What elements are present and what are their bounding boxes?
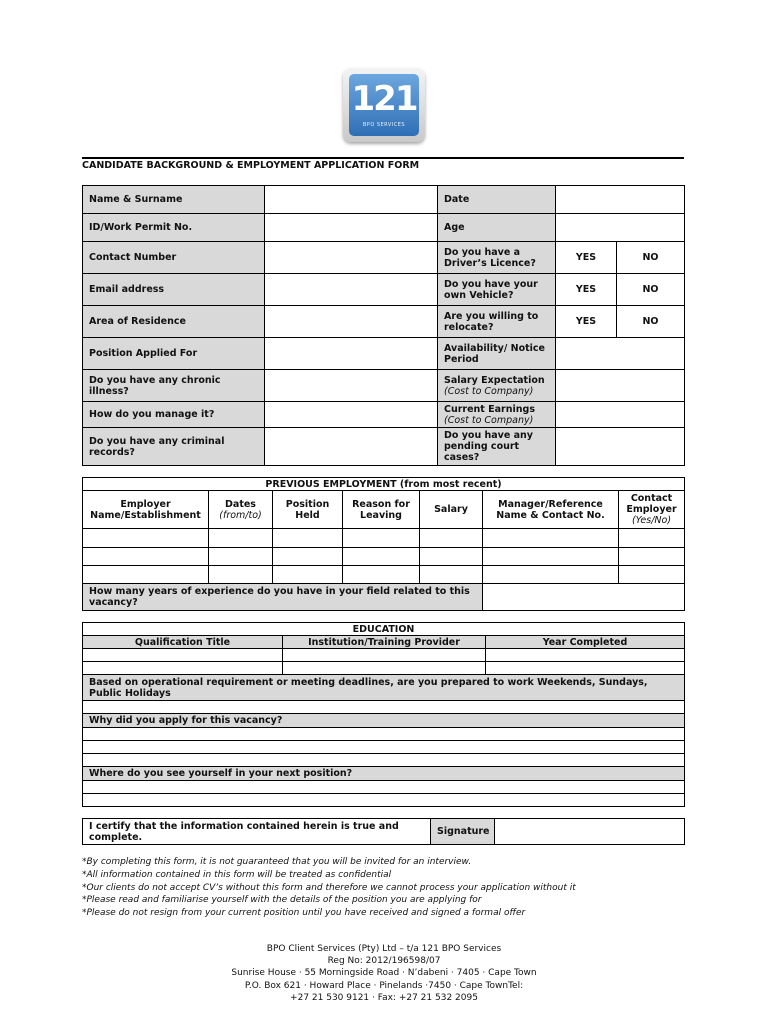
label-relocate: Are you willing to relocate?	[438, 306, 556, 338]
cell-input[interactable]	[209, 548, 273, 566]
relocate-yes-option[interactable]: YES	[556, 306, 617, 338]
note-line: *Please read and familiarise yourself with the details of the position you are applying for	[82, 895, 482, 906]
salary-expectation-text: Salary Expectation	[444, 374, 545, 386]
col-dates	[209, 491, 273, 529]
vehicle-yes-option[interactable]: YES	[556, 274, 617, 306]
cell-input[interactable]	[83, 548, 209, 566]
licence-yes-option[interactable]: YES	[556, 242, 617, 274]
company-logo	[343, 68, 425, 142]
col-year: Year Completed	[486, 636, 685, 649]
label-name: Name & Surname	[83, 186, 265, 214]
footer-reg: Reg No: 2012/196598/07	[327, 956, 441, 967]
input-id[interactable]	[265, 214, 438, 242]
where-question: Where do you see yourself in your next position?	[83, 767, 685, 781]
cell-input[interactable]	[273, 529, 343, 548]
col-qualification: Qualification Title	[83, 636, 283, 649]
footer-phone: +27 21 530 9121 · Fax: +27 21 532 2095	[290, 992, 478, 1003]
employment-heading: PREVIOUS EMPLOYMENT (from most recent)	[83, 478, 685, 491]
label-email: Email address	[83, 274, 265, 306]
label-availability: Availability/ Notice Period	[438, 338, 556, 370]
cell-input[interactable]	[273, 548, 343, 566]
why-answer-line[interactable]	[83, 728, 685, 741]
note-line: *Our clients do not accept CV’s without this form and therefore we cannot process your application without it	[82, 882, 576, 893]
cell-input[interactable]	[343, 566, 420, 584]
cell-input[interactable]	[209, 566, 273, 584]
salary-ctc-note: (Cost to Company)	[444, 385, 534, 397]
cell-input[interactable]	[420, 566, 483, 584]
why-question: Why did you apply for this vacancy?	[83, 714, 685, 728]
cell-input[interactable]	[486, 662, 685, 675]
cell-input[interactable]	[420, 548, 483, 566]
footer-company: BPO Client Services (Pty) Ltd – t/a 121 BPO Services	[266, 944, 502, 954]
input-name[interactable]	[265, 186, 438, 214]
input-current-earnings[interactable]	[556, 402, 685, 428]
label-salary-expectation	[438, 370, 556, 402]
form-title: CANDIDATE BACKGROUND & EMPLOYMENT APPLICATION FORM	[82, 160, 420, 171]
input-email[interactable]	[265, 274, 438, 306]
col-dates-label: Dates	[225, 498, 256, 510]
col-salary: Salary	[420, 491, 483, 529]
col-institution: Institution/Training Provider	[283, 636, 486, 649]
certify-text: I certify that the information contained herein is true and complete.	[83, 819, 431, 845]
cell-input[interactable]	[283, 649, 486, 662]
label-age: Age	[438, 214, 556, 242]
col-manager: Manager/Reference Name & Contact No.	[483, 491, 619, 529]
cell-input[interactable]	[343, 529, 420, 548]
cell-input[interactable]	[483, 529, 619, 548]
label-date: Date	[438, 186, 556, 214]
table-row	[83, 566, 685, 584]
table-row	[83, 662, 685, 675]
label-position: Position Applied For	[83, 338, 265, 370]
weekends-question: Based on operational requirement or meeting deadlines, are you prepared to work Weekends, Sundays, Public Holidays	[83, 675, 685, 701]
table-row	[83, 649, 685, 662]
col-contact-sub: (Yes/No)	[631, 515, 672, 526]
label-illness: Do you have any chronic illness?	[83, 370, 265, 402]
input-illness[interactable]	[265, 370, 438, 402]
cell-input[interactable]	[343, 548, 420, 566]
label-residence: Area of Residence	[83, 306, 265, 338]
cell-input[interactable]	[283, 662, 486, 675]
cell-input[interactable]	[619, 548, 685, 566]
label-vehicle: Do you have your own Vehicle?	[438, 274, 556, 306]
cell-input[interactable]	[619, 566, 685, 584]
input-court[interactable]	[556, 428, 685, 466]
input-salary-expectation[interactable]	[556, 370, 685, 402]
input-age[interactable]	[556, 214, 685, 242]
footer-address: Sunrise House · 55 Morningside Road · N’dabeni · 7405 · Cape Town	[231, 968, 537, 979]
footer-postal: P.O. Box 621 · Howard Place · Pinelands ·7450 · Cape TownTel:	[244, 980, 524, 991]
where-answer-line[interactable]	[83, 794, 685, 807]
col-contact-label: Contact Employer	[626, 493, 677, 515]
note-line: *Please do not resign from your current position until you have received and signed a formal offer	[82, 908, 526, 919]
cell-input[interactable]	[420, 529, 483, 548]
logo-badge	[349, 74, 419, 136]
certify-table	[82, 818, 685, 845]
table-row	[83, 529, 685, 548]
experience-question: How many years of experience do you have in your field related to this vacancy?	[83, 584, 483, 611]
input-date[interactable]	[556, 186, 685, 214]
input-contact[interactable]	[265, 242, 438, 274]
col-reason: Reason for Leaving	[343, 491, 420, 529]
personal-details-table	[82, 185, 685, 466]
signature-input[interactable]	[495, 819, 685, 845]
input-manage[interactable]	[265, 402, 438, 428]
col-employer: Employer Name/Establishment	[83, 491, 209, 529]
where-answer-line[interactable]	[83, 781, 685, 794]
label-id: ID/Work Permit No.	[83, 214, 265, 242]
why-answer-line[interactable]	[83, 741, 685, 754]
earnings-ctc-note: (Cost to Company)	[444, 414, 534, 426]
education-heading: EDUCATION	[83, 623, 685, 636]
licence-no-option[interactable]: NO	[617, 242, 685, 274]
cell-input[interactable]	[83, 662, 283, 675]
education-table	[82, 622, 685, 807]
relocate-no-option[interactable]: NO	[617, 306, 685, 338]
cell-input[interactable]	[486, 649, 685, 662]
label-criminal: Do you have any criminal records?	[83, 428, 265, 466]
input-availability[interactable]	[556, 338, 685, 370]
label-court: Do you have any pending court cases?	[438, 428, 556, 466]
cell-input[interactable]	[619, 529, 685, 548]
col-dates-sub: (from/to)	[219, 509, 262, 521]
logo-subtitle: BPO SERVICES	[362, 122, 406, 128]
cell-input[interactable]	[273, 566, 343, 584]
weekends-answer[interactable]	[83, 701, 685, 714]
note-line: *By completing this form, it is not guaranteed that you will be invited for an interview.	[82, 857, 472, 867]
cell-input[interactable]	[83, 649, 283, 662]
signature-label: Signature	[431, 819, 495, 845]
label-licence: Do you have a Driver’s Licence?	[438, 242, 556, 274]
employment-table	[82, 477, 685, 611]
col-contact	[619, 491, 685, 529]
label-manage: How do you manage it?	[83, 402, 265, 428]
cell-input[interactable]	[483, 566, 619, 584]
input-residence[interactable]	[265, 306, 438, 338]
input-criminal[interactable]	[265, 428, 438, 466]
cell-input[interactable]	[83, 529, 209, 548]
footer	[0, 943, 768, 1004]
current-earnings-text: Current Earnings	[444, 403, 535, 415]
input-position[interactable]	[265, 338, 438, 370]
notes-block	[82, 856, 702, 920]
cell-input[interactable]	[209, 529, 273, 548]
experience-input[interactable]	[483, 584, 685, 611]
label-contact: Contact Number	[83, 242, 265, 274]
cell-input[interactable]	[83, 566, 209, 584]
label-current-earnings	[438, 402, 556, 428]
table-row	[83, 548, 685, 566]
cell-input[interactable]	[483, 548, 619, 566]
vehicle-no-option[interactable]: NO	[617, 274, 685, 306]
why-answer-line[interactable]	[83, 754, 685, 767]
col-position: Position Held	[273, 491, 343, 529]
note-line: *All information contained in this form will be treated as confidential	[82, 869, 392, 880]
logo-mark: 121	[351, 79, 417, 119]
title-rule	[82, 157, 684, 159]
